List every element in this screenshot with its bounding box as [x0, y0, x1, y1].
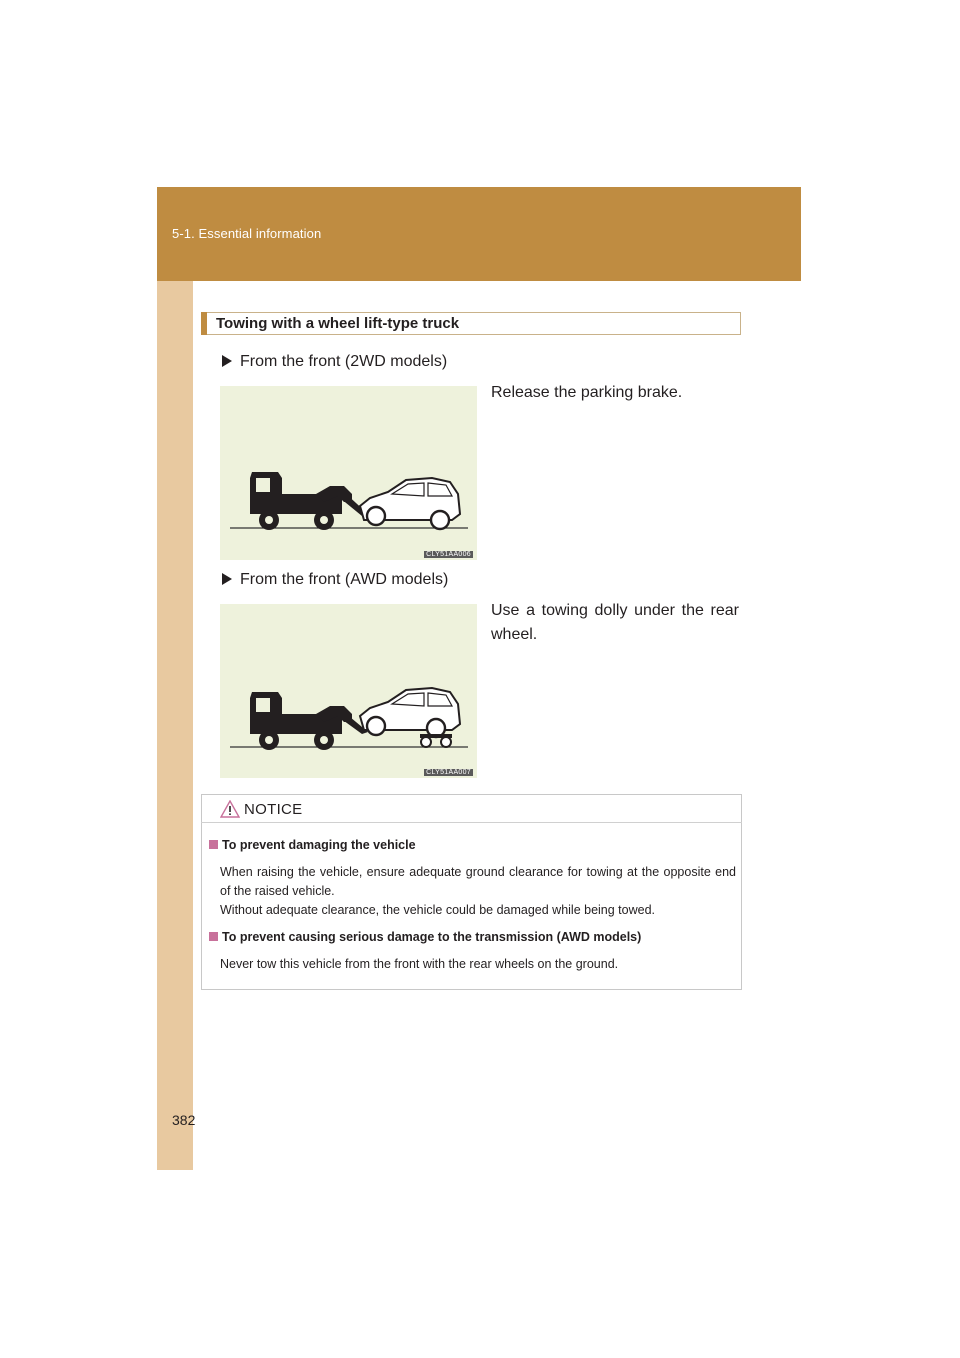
- notice-divider: [201, 822, 742, 823]
- square-bullet-icon: [209, 840, 218, 849]
- notice-body-damage: [220, 863, 736, 920]
- tow-truck-awd-dolly-illustration: [220, 604, 477, 778]
- item-awd-instruction: Use a towing dolly under the rear wheel.: [491, 602, 739, 643]
- item-2wd-label: From the front (2WD models): [222, 353, 447, 371]
- heading-marker: [201, 312, 207, 335]
- side-band: [157, 281, 196, 1170]
- triangle-bullet-icon: [222, 355, 232, 367]
- page-number: 382: [172, 1112, 196, 1128]
- item-awd-label: From the front (AWD models): [222, 571, 448, 589]
- item-2wd-instruction: Release the parking brake.: [491, 384, 683, 401]
- notice-title: NOTICE: [244, 801, 303, 818]
- warning-triangle-icon: [220, 800, 240, 818]
- figure-2wd-tow: [220, 386, 477, 560]
- figure-awd-tow: [220, 604, 477, 778]
- notice-paragraph: When raising the vehicle, ensure adequate ground clearance for towing at the opposite end of the raised vehicle.: [220, 865, 736, 898]
- section-label: 5-1. Essential information: [172, 226, 322, 241]
- figure-code: CLY51AA007: [426, 769, 471, 776]
- section-heading: Towing with a wheel lift-type truck: [216, 315, 460, 332]
- square-bullet-icon: [209, 932, 218, 941]
- notice-body-transmission: [220, 955, 736, 974]
- notice-heading-transmission: To prevent causing serious damage to the transmission (AWD models): [209, 930, 641, 944]
- tow-truck-2wd-illustration: [220, 386, 477, 560]
- notice-paragraph: Without adequate clearance, the vehicle could be damaged while being towed.: [220, 903, 656, 917]
- figure-code: CLY51AA006: [426, 551, 471, 558]
- notice-heading-damage: To prevent damaging the vehicle: [209, 838, 416, 852]
- triangle-bullet-icon: [222, 573, 232, 585]
- notice-paragraph: Never tow this vehicle from the front with the rear wheels on the ground.: [220, 957, 619, 971]
